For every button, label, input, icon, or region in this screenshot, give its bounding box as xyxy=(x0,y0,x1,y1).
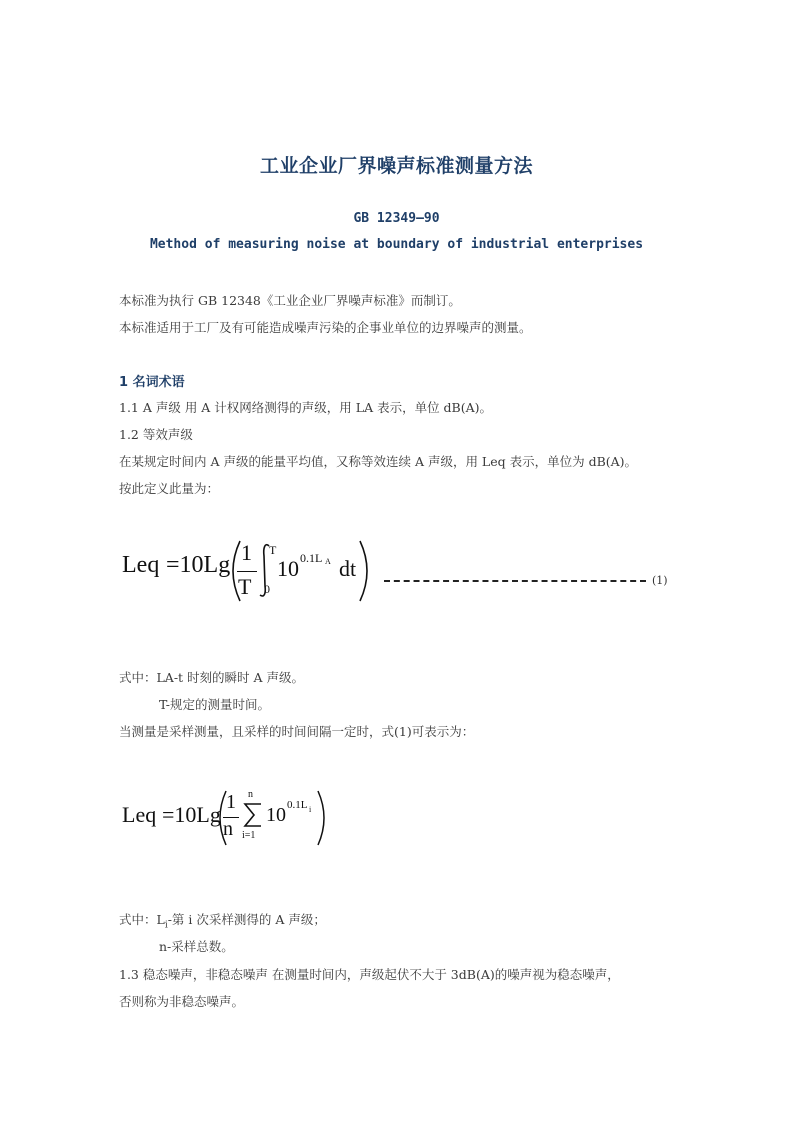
sum-upper-limit: n xyxy=(248,789,253,800)
integral-lower-limit: 0 xyxy=(264,582,270,596)
formula-1-coefficient: =10Lg xyxy=(166,552,231,578)
formula-2-numerator: 1 xyxy=(226,791,236,813)
intro-line-1: 本标准为执行 GB 12348《工业企业厂界噪声标准》而制订。 xyxy=(119,293,461,308)
item-1-1: 1.1 A 声级 用 A 计权网络测得的声级，用 LA 表示，单位 dB(A)。 xyxy=(119,400,493,415)
where-2-line-2: n-采样总数。 xyxy=(159,939,234,954)
formula-2 xyxy=(120,788,360,850)
formula-1-base: 10 xyxy=(277,556,299,581)
where-2-suffix: -第 i 次采样测得的 A 声级； xyxy=(167,912,326,927)
formula-2-base: 10 xyxy=(266,804,286,826)
formula-1-exponent-subscript: A xyxy=(325,557,331,566)
summation-icon xyxy=(242,801,264,829)
formula-2-exponent-subscript: i xyxy=(309,805,312,814)
formula-1-numerator: 1 xyxy=(241,540,252,565)
where-1-line-3: 当测量是采样测量，且采样的时间间隔一定时，式(1)可表示为： xyxy=(119,724,475,739)
where-2-subscript: i xyxy=(164,920,168,931)
english-title: Method of measuring noise at boundary of industrial enterprises xyxy=(149,237,644,252)
fraction-bar xyxy=(237,571,257,572)
section-1-heading: 1 名词术语 xyxy=(119,375,185,390)
formula-2-denominator: n xyxy=(223,818,233,840)
right-paren-icon-2 xyxy=(314,788,332,848)
standard-code: GB 12349—90 xyxy=(353,211,440,226)
equation-number: (1) xyxy=(652,574,668,587)
item-1-3-line-2: 否则称为非稳态噪声。 xyxy=(119,994,245,1009)
right-paren-icon xyxy=(356,538,376,604)
where-1-line-2: T-规定的测量时间。 xyxy=(159,697,270,712)
sum-lower-limit: i=1 xyxy=(242,830,256,841)
formula-1 xyxy=(120,538,680,608)
item-1-3-line-1: 1.3 稳态噪声，非稳态噪声 在测量时间内，声级起伏不大于 3dB(A)的噪声视为稳态噪声， xyxy=(119,967,620,982)
formula-2-coefficient: =10Lg xyxy=(162,802,221,827)
item-1-2-lead-in: 按此定义此量为： xyxy=(119,481,220,496)
formula-1-exponent: 0.1L xyxy=(300,551,323,565)
formula-1-leader xyxy=(384,580,646,582)
where-1-line-1: 式中：LA-t 时刻的瞬时 A 声级。 xyxy=(119,670,305,685)
where-2-line-1 xyxy=(119,910,326,931)
formula-2-exponent: 0.1L xyxy=(287,799,308,811)
formula-2-lhs: Leq xyxy=(122,802,157,827)
document-title: 工业企业厂界噪声标准测量方法 xyxy=(259,155,533,177)
item-1-2-heading: 1.2 等效声级 xyxy=(119,427,193,442)
integral-upper-limit: T xyxy=(269,543,277,557)
formula-1-denominator: T xyxy=(238,574,252,599)
where-2-prefix: 式中：L xyxy=(119,912,165,927)
formula-1-lhs: Leq xyxy=(122,552,160,578)
intro-line-2: 本标准适用于工厂及有可能造成噪声污染的企事业单位的边界噪声的测量。 xyxy=(119,320,532,335)
item-1-2-definition: 在某规定时间内 A 声级的能量平均值，又称等效连续 A 声级，用 Leq 表示，单位为 dB(A)。 xyxy=(119,454,638,469)
formula-1-dt: dt xyxy=(339,556,357,581)
